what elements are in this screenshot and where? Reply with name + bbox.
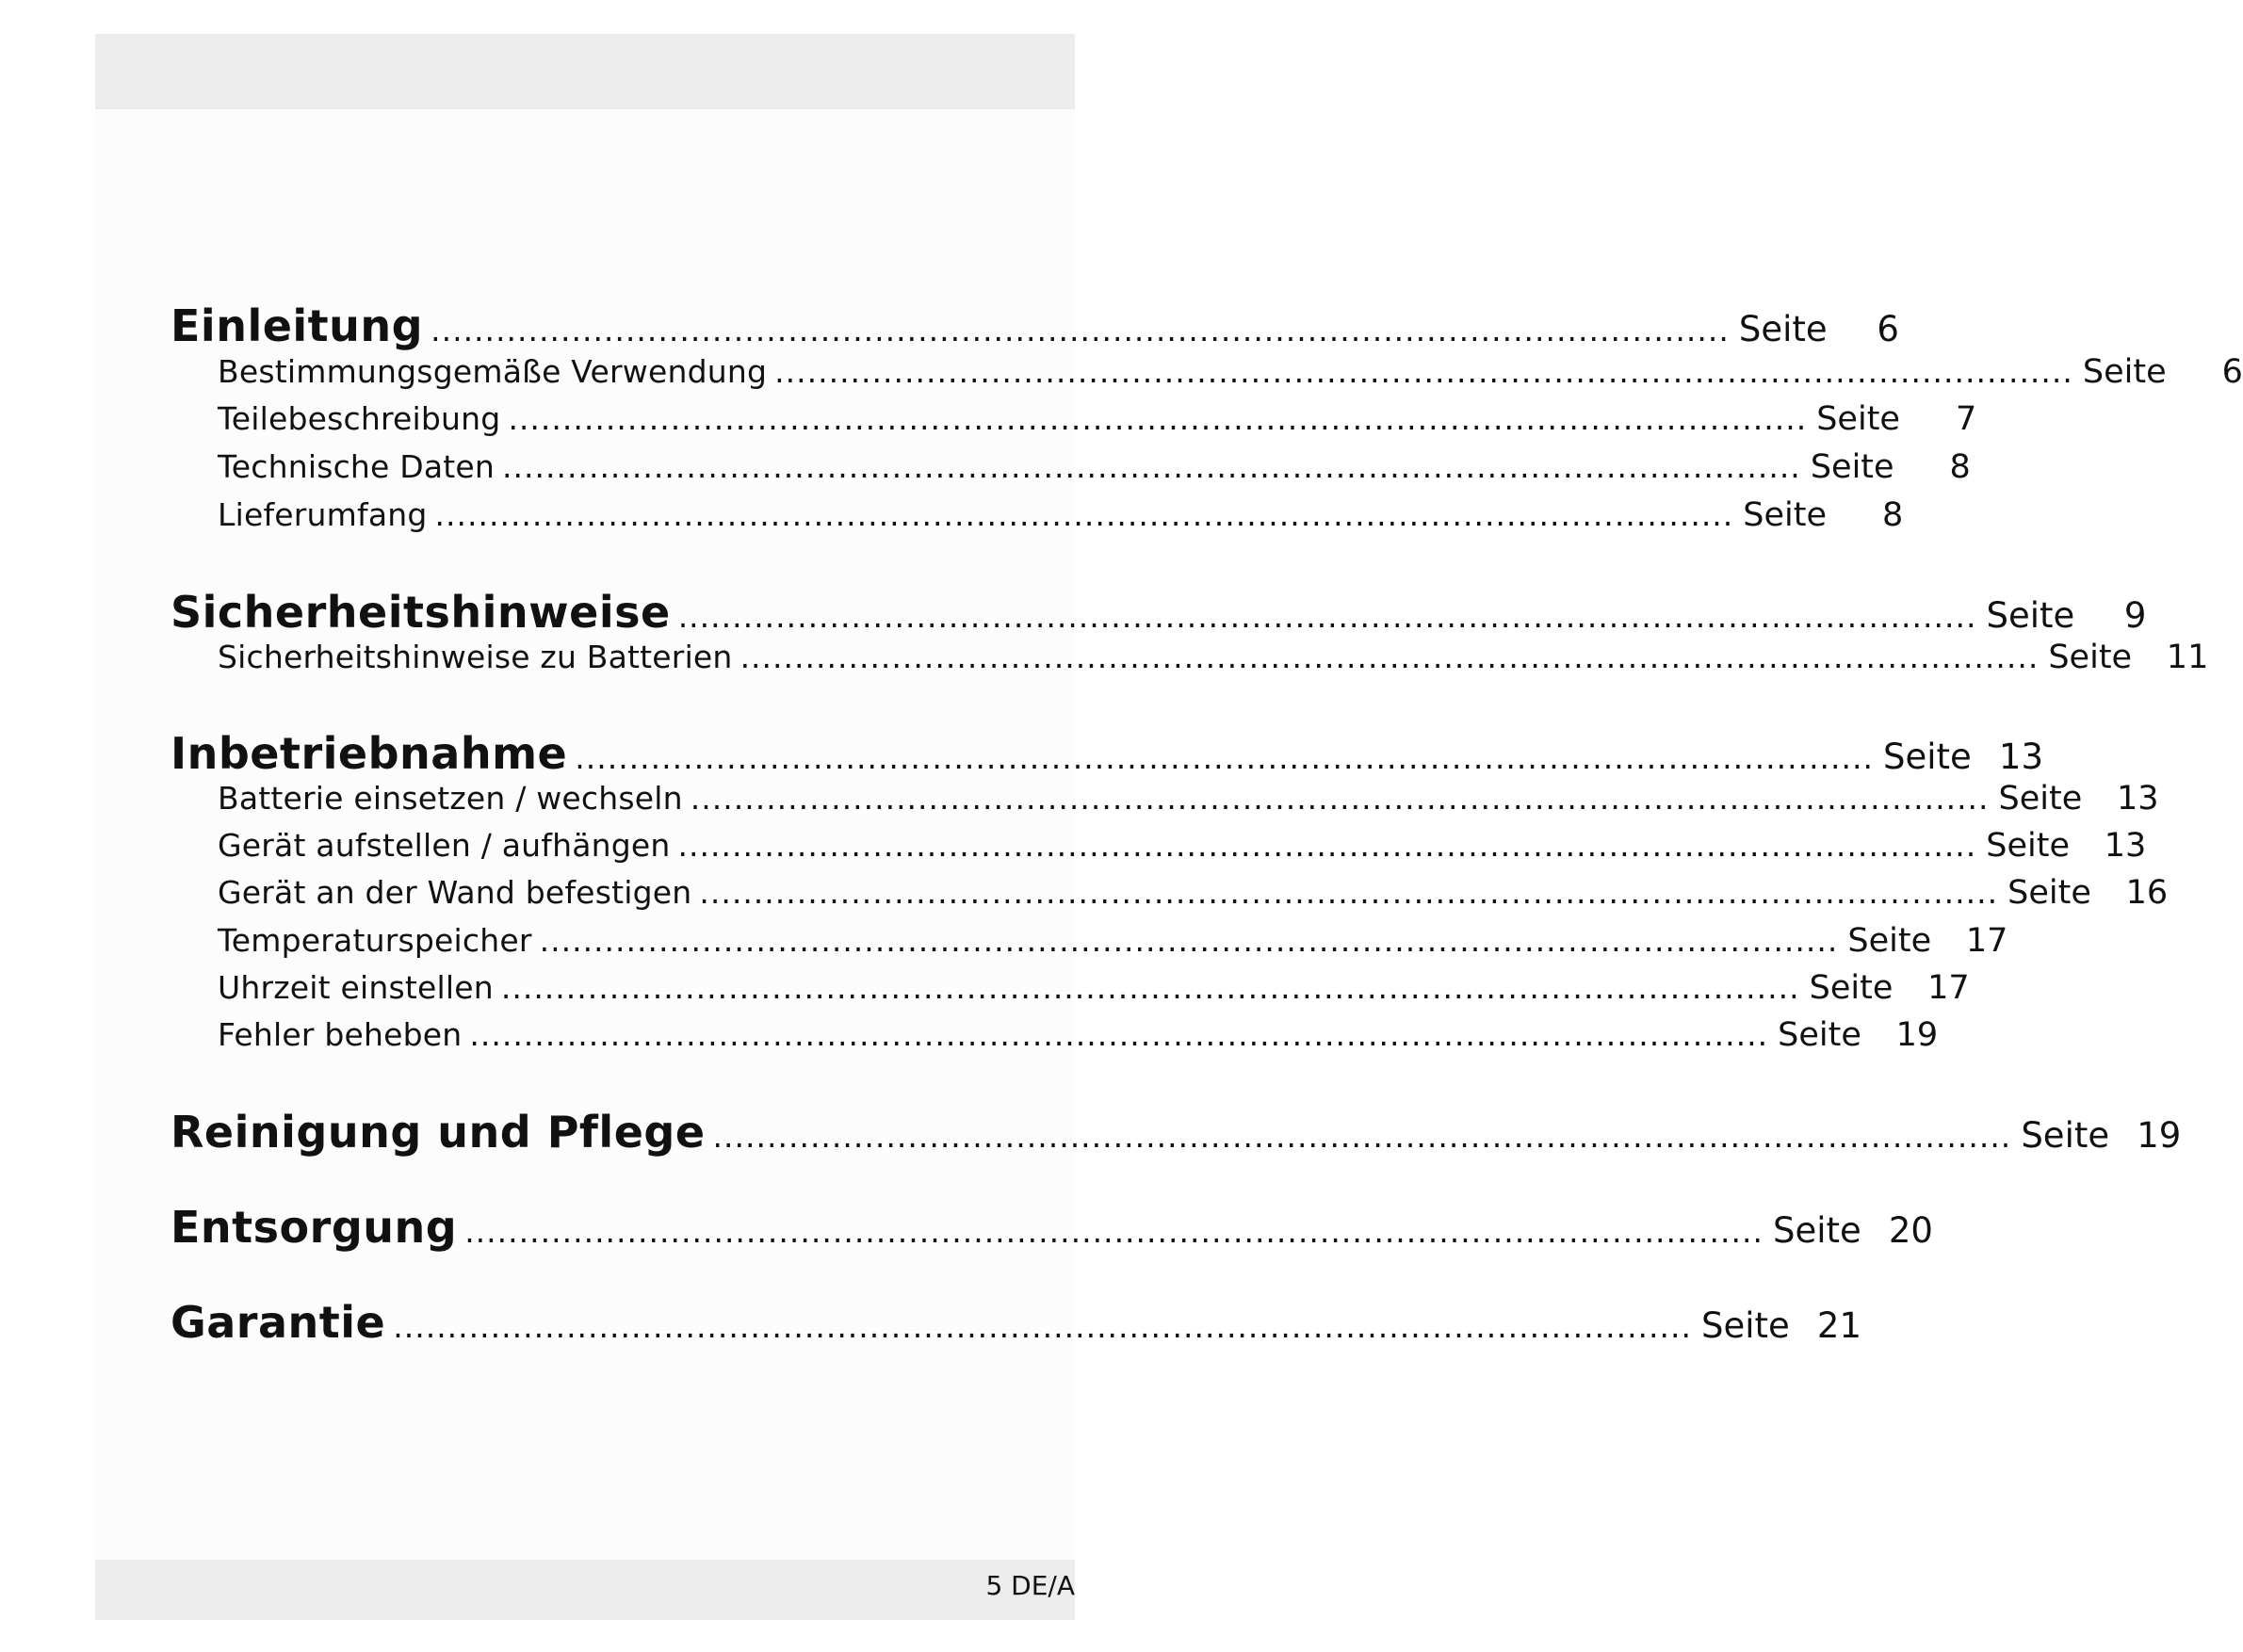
toc-entry-seite-label: Seite bbox=[2048, 639, 2133, 676]
toc-entry-title: Batterie einsetzen / wechseln bbox=[218, 780, 683, 817]
toc-entry-title: Entsorgung bbox=[171, 1202, 458, 1253]
toc-leader-dots: ........................................................................................................................ bbox=[502, 448, 1801, 485]
toc-entry-page-number: 17 bbox=[1965, 922, 2008, 960]
toc-entry-fehler-beheben[interactable] bbox=[171, 1012, 1939, 1059]
toc-entry-title: Garantie bbox=[171, 1297, 386, 1348]
toc-leader-dots: ........................................................................................................................ bbox=[774, 353, 2073, 390]
toc-entry-page-number: 9 bbox=[2123, 595, 2147, 636]
page-number-footer: 5 DE/A bbox=[985, 1570, 1075, 1601]
toc-entry-seite-label: Seite bbox=[1847, 922, 1932, 960]
toc-entry-title: Inbetriebnahme bbox=[171, 728, 568, 779]
toc-entry-title: Temperaturspeicher bbox=[218, 922, 532, 959]
toc-entry-seite-label: Seite bbox=[1883, 737, 1972, 777]
toc-entry-sicherheitshinweise[interactable] bbox=[171, 584, 2147, 640]
toc-entry-page-number: 19 bbox=[2137, 1115, 2182, 1156]
toc-leader-dots: ........................................................................................................................ bbox=[575, 739, 1875, 776]
toc-entry-title: Lieferumfang bbox=[218, 496, 428, 533]
toc-entry-entsorgung[interactable] bbox=[171, 1199, 1933, 1255]
toc-entry-sicherheitshinweise-batterien[interactable] bbox=[171, 634, 2209, 681]
toc-entry-page-number: 8 bbox=[1949, 448, 1971, 486]
toc-entry-title: Reinigung und Pflege bbox=[171, 1107, 706, 1158]
toc-entry-page-number: 13 bbox=[1998, 737, 2044, 777]
toc-entry-einleitung[interactable] bbox=[171, 298, 1899, 354]
toc-entry-inbetriebnahme[interactable] bbox=[171, 725, 2044, 782]
toc-entry-page-number: 19 bbox=[1895, 1016, 1939, 1054]
toc-leader-dots: ........................................................................................................................ bbox=[464, 1213, 1764, 1250]
toc-entry-seite-label: Seite bbox=[1772, 1210, 1861, 1251]
toc-entry-title: Bestimmungsgemäße Verwendung bbox=[218, 353, 768, 390]
toc-entry-lieferumfang[interactable] bbox=[171, 492, 1904, 539]
toc-entry-seite-label: Seite bbox=[1809, 969, 1894, 1007]
toc-entry-page-number: 16 bbox=[2125, 874, 2169, 912]
toc-entry-temperaturspeicher[interactable] bbox=[171, 917, 2008, 964]
toc-entry-title: Technische Daten bbox=[218, 448, 496, 485]
toc-entry-seite-label: Seite bbox=[2007, 874, 2091, 912]
toc-entry-title: Einleitung bbox=[171, 300, 424, 351]
toc-entry-teilebeschreibung[interactable] bbox=[171, 396, 1977, 443]
toc-leader-dots: ........................................................................................................................ bbox=[677, 598, 1977, 635]
toc-entry-seite-label: Seite bbox=[2082, 353, 2167, 391]
toc-entry-seite-label: Seite bbox=[1816, 400, 1900, 438]
toc-entry-page-number: 11 bbox=[2166, 639, 2209, 676]
toc-entry-seite-label: Seite bbox=[1701, 1305, 1790, 1346]
toc-entry-page-number: 20 bbox=[1888, 1210, 1933, 1251]
toc-entry-seite-label: Seite bbox=[1738, 309, 1828, 349]
toc-entry-title: Gerät aufstellen / aufhängen bbox=[218, 827, 671, 864]
toc-entry-garantie[interactable] bbox=[171, 1294, 1862, 1351]
toc-entry-uhrzeit-einstellen[interactable] bbox=[171, 964, 1970, 1012]
toc-entry-page-number: 13 bbox=[2104, 827, 2147, 865]
toc-entry-title: Uhrzeit einstellen bbox=[218, 969, 494, 1006]
toc-entry-page-number: 21 bbox=[1816, 1305, 1862, 1346]
toc-entry-page-number: 8 bbox=[1882, 496, 1904, 534]
toc-entry-seite-label: Seite bbox=[1986, 827, 2071, 865]
toc-entry-page-number: 17 bbox=[1927, 969, 1970, 1007]
toc-entry-title: Sicherheitshinweise bbox=[171, 587, 671, 638]
toc-leader-dots: ........................................................................................................................ bbox=[677, 827, 1977, 864]
toc-leader-dots: ........................................................................................................................ bbox=[431, 312, 1730, 348]
toc-entry-bestimmungsgemaesse-verwendung[interactable] bbox=[171, 348, 2243, 396]
toc-entry-title: Gerät an der Wand befestigen bbox=[218, 874, 692, 911]
toc-leader-dots: ........................................................................................................................ bbox=[539, 922, 1839, 959]
toc-leader-dots: ........................................................................................................................ bbox=[712, 1118, 2012, 1155]
toc-leader-dots: ........................................................................................................................ bbox=[740, 639, 2040, 675]
toc-entry-title: Fehler beheben bbox=[218, 1016, 463, 1053]
toc-entry-page-number: 7 bbox=[1955, 400, 1977, 438]
toc-leader-dots: ........................................................................................................................ bbox=[500, 969, 1800, 1006]
toc-entry-page-number: 6 bbox=[1877, 309, 1899, 349]
toc-entry-seite-label: Seite bbox=[1778, 1016, 1861, 1054]
toc-entry-seite-label: Seite bbox=[1986, 595, 2075, 636]
toc-entry-geraet-wand-befestigen[interactable] bbox=[171, 869, 2169, 916]
toc-entry-title: Sicherheitshinweise zu Batterien bbox=[218, 639, 733, 675]
toc-leader-dots: ........................................................................................................................ bbox=[434, 496, 1734, 533]
toc-leader-dots: ........................................................................................................................ bbox=[690, 780, 1990, 817]
toc-entry-seite-label: Seite bbox=[1998, 780, 2083, 818]
toc-entry-technische-daten[interactable] bbox=[171, 444, 1971, 491]
toc-leader-dots: ........................................................................................................................ bbox=[393, 1308, 1693, 1345]
toc-leader-dots: ........................................................................................................................ bbox=[699, 874, 1999, 911]
toc-leader-dots: ........................................................................................................................ bbox=[508, 400, 1808, 437]
toc-entry-reinigung-pflege[interactable] bbox=[171, 1104, 2182, 1160]
toc-entry-seite-label: Seite bbox=[1743, 496, 1828, 534]
toc-entry-seite-label: Seite bbox=[2021, 1115, 2110, 1156]
toc-entry-page-number: 6 bbox=[2221, 353, 2243, 391]
toc-entry-page-number: 13 bbox=[2117, 780, 2159, 818]
toc-leader-dots: ........................................................................................................................ bbox=[469, 1016, 1769, 1053]
toc-entry-batterie-einsetzen[interactable] bbox=[171, 775, 2159, 822]
toc-entry-geraet-aufstellen[interactable] bbox=[171, 822, 2147, 869]
toc-entry-title: Teilebeschreibung bbox=[218, 400, 501, 437]
toc-entry-seite-label: Seite bbox=[1810, 448, 1894, 486]
